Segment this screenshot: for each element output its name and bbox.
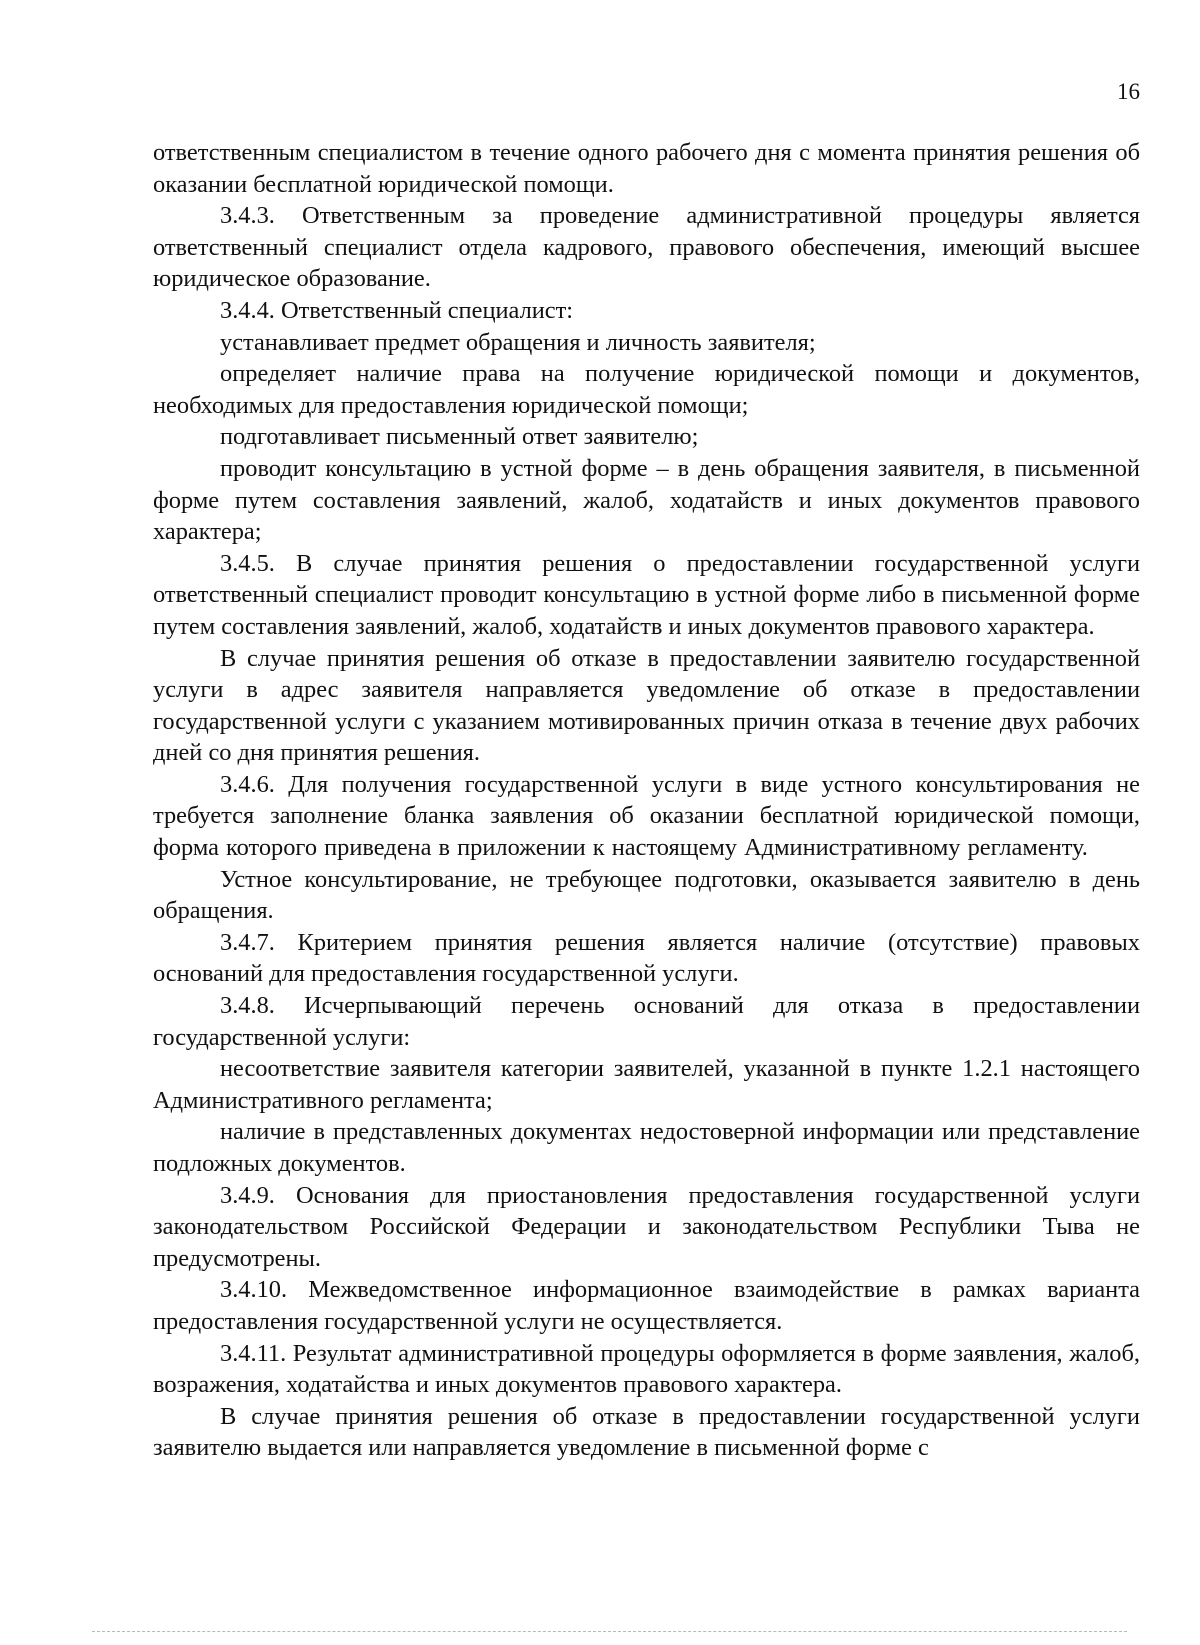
paragraph-duty-1: устанавливает предмет обращения и личность заявителя; <box>220 328 816 356</box>
paragraph-oral-consultation: Устное консультирование, не требующее подготовки, оказывается заявителю в день обращения. <box>153 865 1140 925</box>
paragraph-3-4-6: 3.4.6. Для получения государственной услуги в виде устного консультирования не требуется заполнение бланка заявления об оказании бесплатной юридической помощи, форма которого приведена в приложении к настоящему Административному регламенту. <box>153 770 1140 862</box>
paragraph-final: В случае принятия решения об отказе в предоставлении государственной услуги заявителю выдается или направляется уведомление в письменной форме с <box>153 1402 1140 1462</box>
scan-bottom-edge <box>92 1631 1127 1632</box>
paragraph-3-4-4: 3.4.4. Ответственный специалист: <box>220 296 574 324</box>
paragraph-refusal-ground-1: несоответствие заявителя категории заявителей, указанной в пункте 1.2.1 настоящего Административного регламента; <box>153 1055 1140 1114</box>
document-body <box>153 137 1140 1464</box>
paragraph-3-4-3: 3.4.3. Ответственным за проведение административной процедуры является ответственный специалист отдела кадрового, правового обеспечения, имеющий высшее юридическое образование. <box>153 202 1140 293</box>
paragraph-3-4-7: 3.4.7. Критерием принятия решения является наличие (отсутствие) правовых оснований для предоставления государственной услуги. <box>153 928 1140 988</box>
page-number: 16 <box>1117 79 1140 104</box>
paragraph-3-4-9: 3.4.9. Основания для приостановления предоставления государственной услуги законодательством Российской Федерации и законодательством Республики Тыва не предусмотрены. <box>153 1181 1140 1272</box>
paragraph-duty-2: определяет наличие права на получение юридической помощи и документов, необходимых для предоставления юридической помощи; <box>153 360 1140 419</box>
paragraph-continuation: ответственным специалистом в течение одного рабочего дня с момента принятия решения об оказании бесплатной юридической помощи. <box>153 139 1140 198</box>
paragraph-3-4-5: 3.4.5. В случае принятия решения о предоставлении государственной услуги ответственный специалист проводит консультацию в устной форме либо в письменной форме путем составления заявлений, жалоб, ходатайств и иных документов правового характера. <box>153 549 1140 640</box>
paragraph-refusal-notice: В случае принятия решения об отказе в предоставлении заявителю государственной услуги в адрес заявителя направляется уведомление об отказе в предоставлении государственной услуги с указанием мотивированных причин отказа в течение двух рабочих дней со дня принятия решения. <box>153 644 1140 767</box>
paragraph-3-4-11: 3.4.11. Результат административной процедуры оформляется в форме заявления, жалоб, возражения, ходатайства и иных документов правового характера. <box>153 1339 1140 1399</box>
paragraph-duty-4: проводит консультацию в устной форме – в день обращения заявителя, в письменной форме путем составления заявлений, жалоб, ходатайств и иных документов правового характера; <box>153 454 1140 546</box>
paragraph-3-4-8: 3.4.8. Исчерпывающий перечень оснований для отказа в предоставлении государственной услуги: <box>153 992 1140 1051</box>
paragraph-refusal-ground-2: наличие в представленных документах недостоверной информации или представление подложных документов. <box>153 1118 1140 1177</box>
paragraph-3-4-10: 3.4.10. Межведомственное информационное взаимодействие в рамках варианта предоставления государственной услуги не осуществляется. <box>153 1276 1140 1335</box>
paragraph-duty-3: подготавливает письменный ответ заявителю; <box>220 423 699 451</box>
